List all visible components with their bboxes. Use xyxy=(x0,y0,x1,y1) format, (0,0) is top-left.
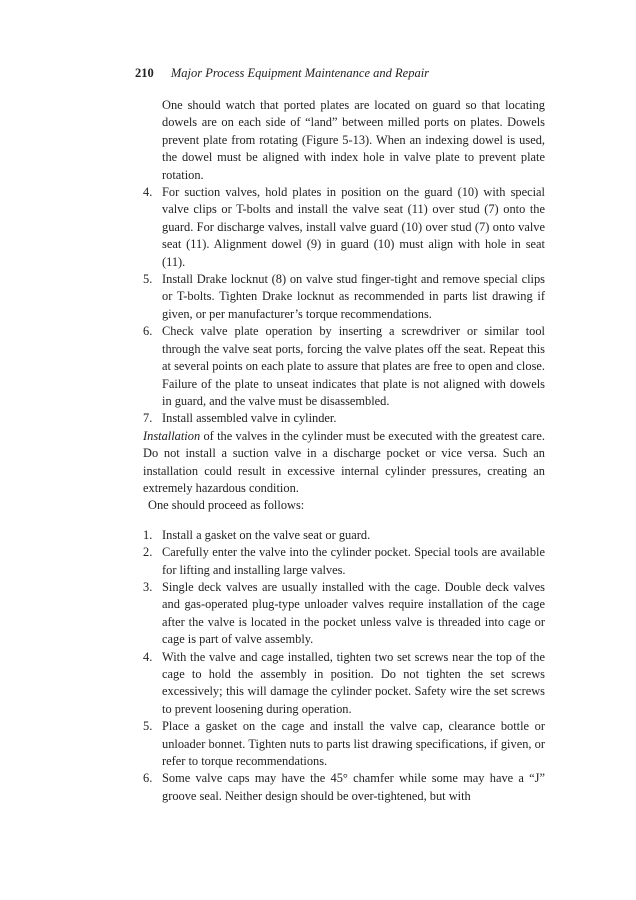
list-item xyxy=(143,718,545,770)
list-text: Install Drake locknut (8) on valve stud finger-tight and remove special clips or T-bolts. Tighten Drake locknut as recommended in parts list drawing if given, or per manufacturer’s torque recommendations. xyxy=(162,272,545,321)
list-item xyxy=(143,527,545,544)
list-text: Single deck valves are usually installed with the cage. Double deck valves and gas-operated plug-type unloader valves require installation of the cage after the valve is located in the pocket unless valve is threaded into cage or cage is part of valve assembly. xyxy=(162,579,545,647)
list-number: 6. xyxy=(143,324,153,339)
page-number: 210 xyxy=(135,66,154,80)
list-item xyxy=(143,579,545,649)
list-item xyxy=(143,649,545,719)
list-item xyxy=(143,770,545,805)
step-continuation: One should watch that ported plates are located on guard so that locating dowels are on each side of “land” between milled ports on plates. Dowels prevent plate from rotating (Figure 5-13). When an indexing dowel is used, the dowel must be aligned with index hole in valve plate to prevent plate rotation. xyxy=(162,98,545,182)
list-number: 7. xyxy=(143,411,153,426)
list-item xyxy=(143,410,545,427)
running-header xyxy=(135,66,429,81)
list-number: 5. xyxy=(143,272,153,287)
list-text: With the valve and cage installed, tighten two set screws near the top of the cage to hold the assembly in position. Do not tighten the set screws excessively; this will damage the cylinder pocket. Safety wire the set screws to prevent loosening during operation. xyxy=(162,649,545,716)
installation-lead: Installation xyxy=(143,428,201,443)
list-item xyxy=(143,544,545,579)
list-number: 6. xyxy=(143,771,153,786)
installation-paragraph xyxy=(143,428,545,498)
list-number: 1. xyxy=(143,527,153,542)
body-text xyxy=(143,97,545,805)
list-item xyxy=(143,271,545,323)
installation-text: of the valves in the cylinder must be executed with the greatest care. Do not install a suction valve in a discharge pocket or vice versa. Such an installation could result in excessive internal cylinder pressures, creating an extremely hazardous condition. xyxy=(143,428,545,495)
list-text: Carefully enter the valve into the cylinder pocket. Special tools are available for lifting and installing large valves. xyxy=(162,545,545,577)
spacer xyxy=(143,515,545,527)
list-text: Install a gasket on the valve seat or guard. xyxy=(162,527,371,542)
list-text: Place a gasket on the cage and install the valve cap, clearance bottle or unloader bonnet. Tighten nuts to parts list drawing specifications, if given, or refer to torque recommendations. xyxy=(162,719,545,769)
list-number: 3. xyxy=(143,579,153,594)
list-text: Check valve plate operation by inserting a screwdriver or similar tool through the valve seat ports, forcing the valve plates off the seat. Repeat this at several points on each plate to assure that plates are free to open and close. Failure of the plate to unseat indicates that plate is not aligned with dowels in guard, and the valve must be disassembled. xyxy=(162,324,545,408)
list-number: 4. xyxy=(143,649,153,664)
list-number: 2. xyxy=(143,545,153,560)
list-number: 5. xyxy=(143,719,153,734)
list-number: 4. xyxy=(143,185,153,200)
list-text: Some valve caps may have the 45° chamfer while some may have a “J” groove seal. Neither design should be over-tightened, but with xyxy=(162,771,545,803)
book-title: Major Process Equipment Maintenance and Repair xyxy=(170,66,430,80)
list-item xyxy=(143,323,545,410)
list-text: Install assembled valve in cylinder. xyxy=(162,411,337,426)
list-item xyxy=(143,184,545,271)
proceed-line: One should proceed as follows: xyxy=(148,498,305,513)
list-text: For suction valves, hold plates in position on the guard (10) with special valve clips or T-bolts and install the valve seat (11) over stud (7) onto the guard. For discharge valves, install valve guard (10) over stud (7) onto valve seat (11). Alignment dowel (9) in guard (10) must align with hole in seat (11). xyxy=(162,185,545,269)
